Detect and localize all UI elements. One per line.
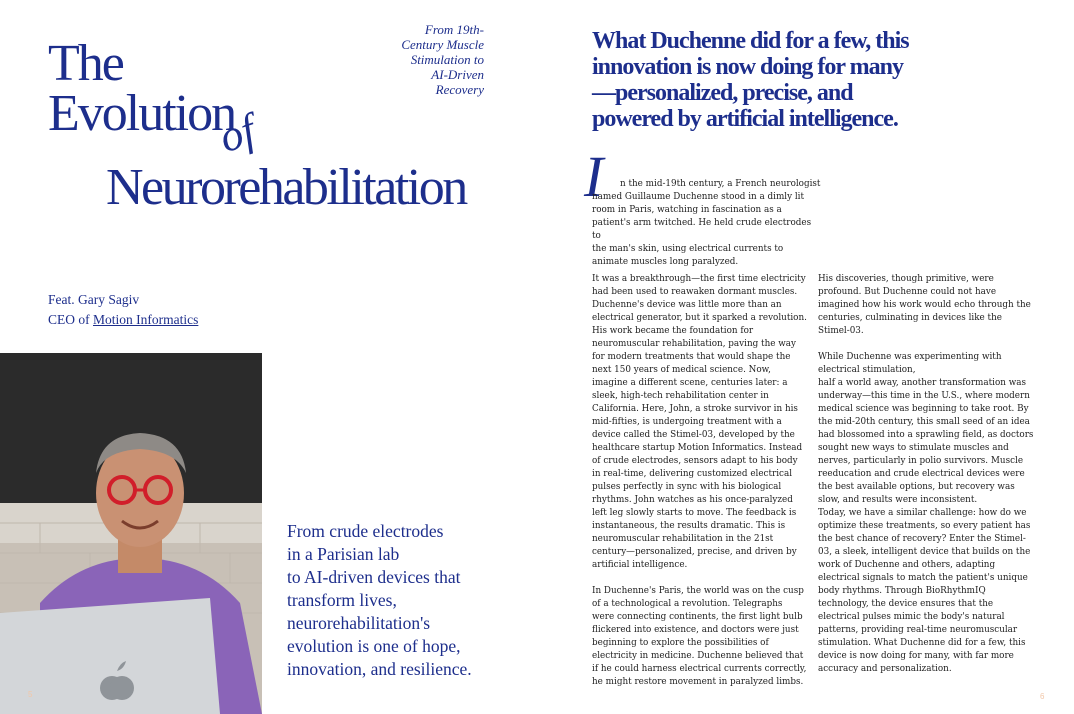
subtitle-line: AI-Driven [431, 67, 484, 82]
lead-line: named Guillaume Duchenne stood in a dimly lit [592, 192, 805, 202]
headline-line: What Duchenne did for a few, this [592, 28, 909, 54]
featured-name: Feat. Gary Sagiv [48, 292, 140, 307]
title-the: The [48, 35, 123, 92]
pull-quote-line: in a Parisian lab [287, 544, 400, 564]
featured-credit [48, 290, 198, 330]
headline-line: —personalized, precise, and [592, 80, 853, 106]
pull-quote-line: evolution is one of hope, [287, 636, 461, 656]
subtitle-line: Stimulation to [410, 52, 484, 67]
lead-line: the man's skin, using electrical currents to [592, 244, 784, 254]
headline [592, 28, 962, 132]
page-number-right: 6 [1040, 692, 1045, 701]
portrait-photo [0, 353, 262, 714]
pull-quote-line: neurorehabilitation's [287, 613, 431, 633]
featured-role [48, 310, 198, 330]
lead-line: room in Paris, watching in fascination as a [592, 205, 782, 215]
body-paragraph: It was a breakthrough—the first time electricity had been used to reawaken dormant muscles. Duchenne's device was little more than an electrical generator, but it sparked a revolution. His work became the foundation for neuromuscular rehabilitation, paving the way for modern treatments that would shape the next 150 years of medical science. Now, imagine a different scene, centuries later: a sleek, high-tech rehabilitation center in California. Here, John, a stroke survivor in his mid-fifties, is undergoing treatment with a device called the Stimel-03, developed by the healthcare startup Motion Informatics. Instead of crude electrodes, sensors adapt to his body in real-time, delivering customized electrical pulses perfectly in sync with his biological rhythms. John watches as his once-paralyzed left leg slowly starts to move. The feedback is instantaneous, the results dramatic. This is neuromuscular rehabilitation in the 21st century—personalized, precise, and driven by artificial intelligence. [592, 274, 807, 570]
pull-quote-line: From crude electrodes [287, 521, 444, 541]
headline-line: innovation is now doing for many [592, 54, 903, 80]
lead-line: n the mid-19th century, a French neurologist [620, 179, 821, 189]
body-paragraph: Today, we have a similar challenge: how do we optimize these treatments, so every patient has the best chance of recovery? Enter the Stimel-03, a sleek, intelligent device that builds on the work of Duchenne and others, adapting electrical signals to match the patient's unique body rhythms. Through BioRhythmIQ technology, the device ensures that the electrical pulses mimic the body's natural patterns, providing real-time neuromuscular stimulation. What Duchenne did for a few, this device is now doing for many, with far more accuracy and personalization. [818, 508, 1031, 674]
pull-quote-line: transform lives, [287, 590, 397, 610]
subtitle [366, 22, 484, 97]
headline-line: powered by artificial intelligence. [592, 106, 898, 132]
page-number-left: 5 [28, 690, 33, 699]
pull-quote-line: to AI-driven devices that [287, 567, 461, 587]
body-column-left [592, 273, 807, 702]
subtitle-line: Century Muscle [401, 37, 484, 52]
body-paragraph: His discoveries, though primitive, were profound. But Duchenne could not have imagined how his work would echo through the centuries, culminating in devices like the Stimel-03. [818, 274, 1031, 336]
pull-quote [287, 520, 507, 681]
body-paragraph: half a world away, another transformation was underway—this time in the U.S., where modern medical science was beginning to take root. By the mid-20th century, this small seed of an idea had blossomed into a sprawling field, as doctors sought new ways to stimulate muscles and nerves, particularly in polio survivors. Muscle reeducation and crude electrical devices were the best available options, but recovery was slow, and results were inconsistent. [818, 378, 1034, 505]
title-neurorehabilitation: Neurorehabilitation [106, 159, 466, 216]
title-evolution: Evolution [48, 85, 236, 142]
body-paragraph: In Duchenne's Paris, the world was on the cusp of a technological a revolution. Telegraphs were connecting continents, the first light bulb flickered into existence, and doctors were just beginning to explore the possibilities of electricity in medicine. Duchenne believed that if he could harness electrical currents correctly, he might restore movement in paralyzed limbs. [592, 586, 807, 687]
body-column-right [818, 273, 1036, 676]
featured-role-prefix: CEO of [48, 312, 93, 327]
title-of-script: of [213, 104, 261, 163]
drop-cap: I [584, 144, 604, 209]
subtitle-line: Recovery [435, 82, 484, 97]
portrait-illustration [0, 353, 262, 714]
subtitle-line: From 19th- [424, 22, 484, 37]
company-link[interactable]: Motion Informatics [93, 312, 199, 327]
pull-quote-line: innovation, and resilience. [287, 659, 472, 679]
body-paragraph: While Duchenne was experimenting with electrical stimulation, [818, 352, 1002, 375]
lead-paragraph [592, 178, 822, 269]
lead-line: animate muscles long paralyzed. [592, 257, 739, 267]
lead-line: patient's arm twitched. He held crude electrodes to [592, 218, 812, 241]
